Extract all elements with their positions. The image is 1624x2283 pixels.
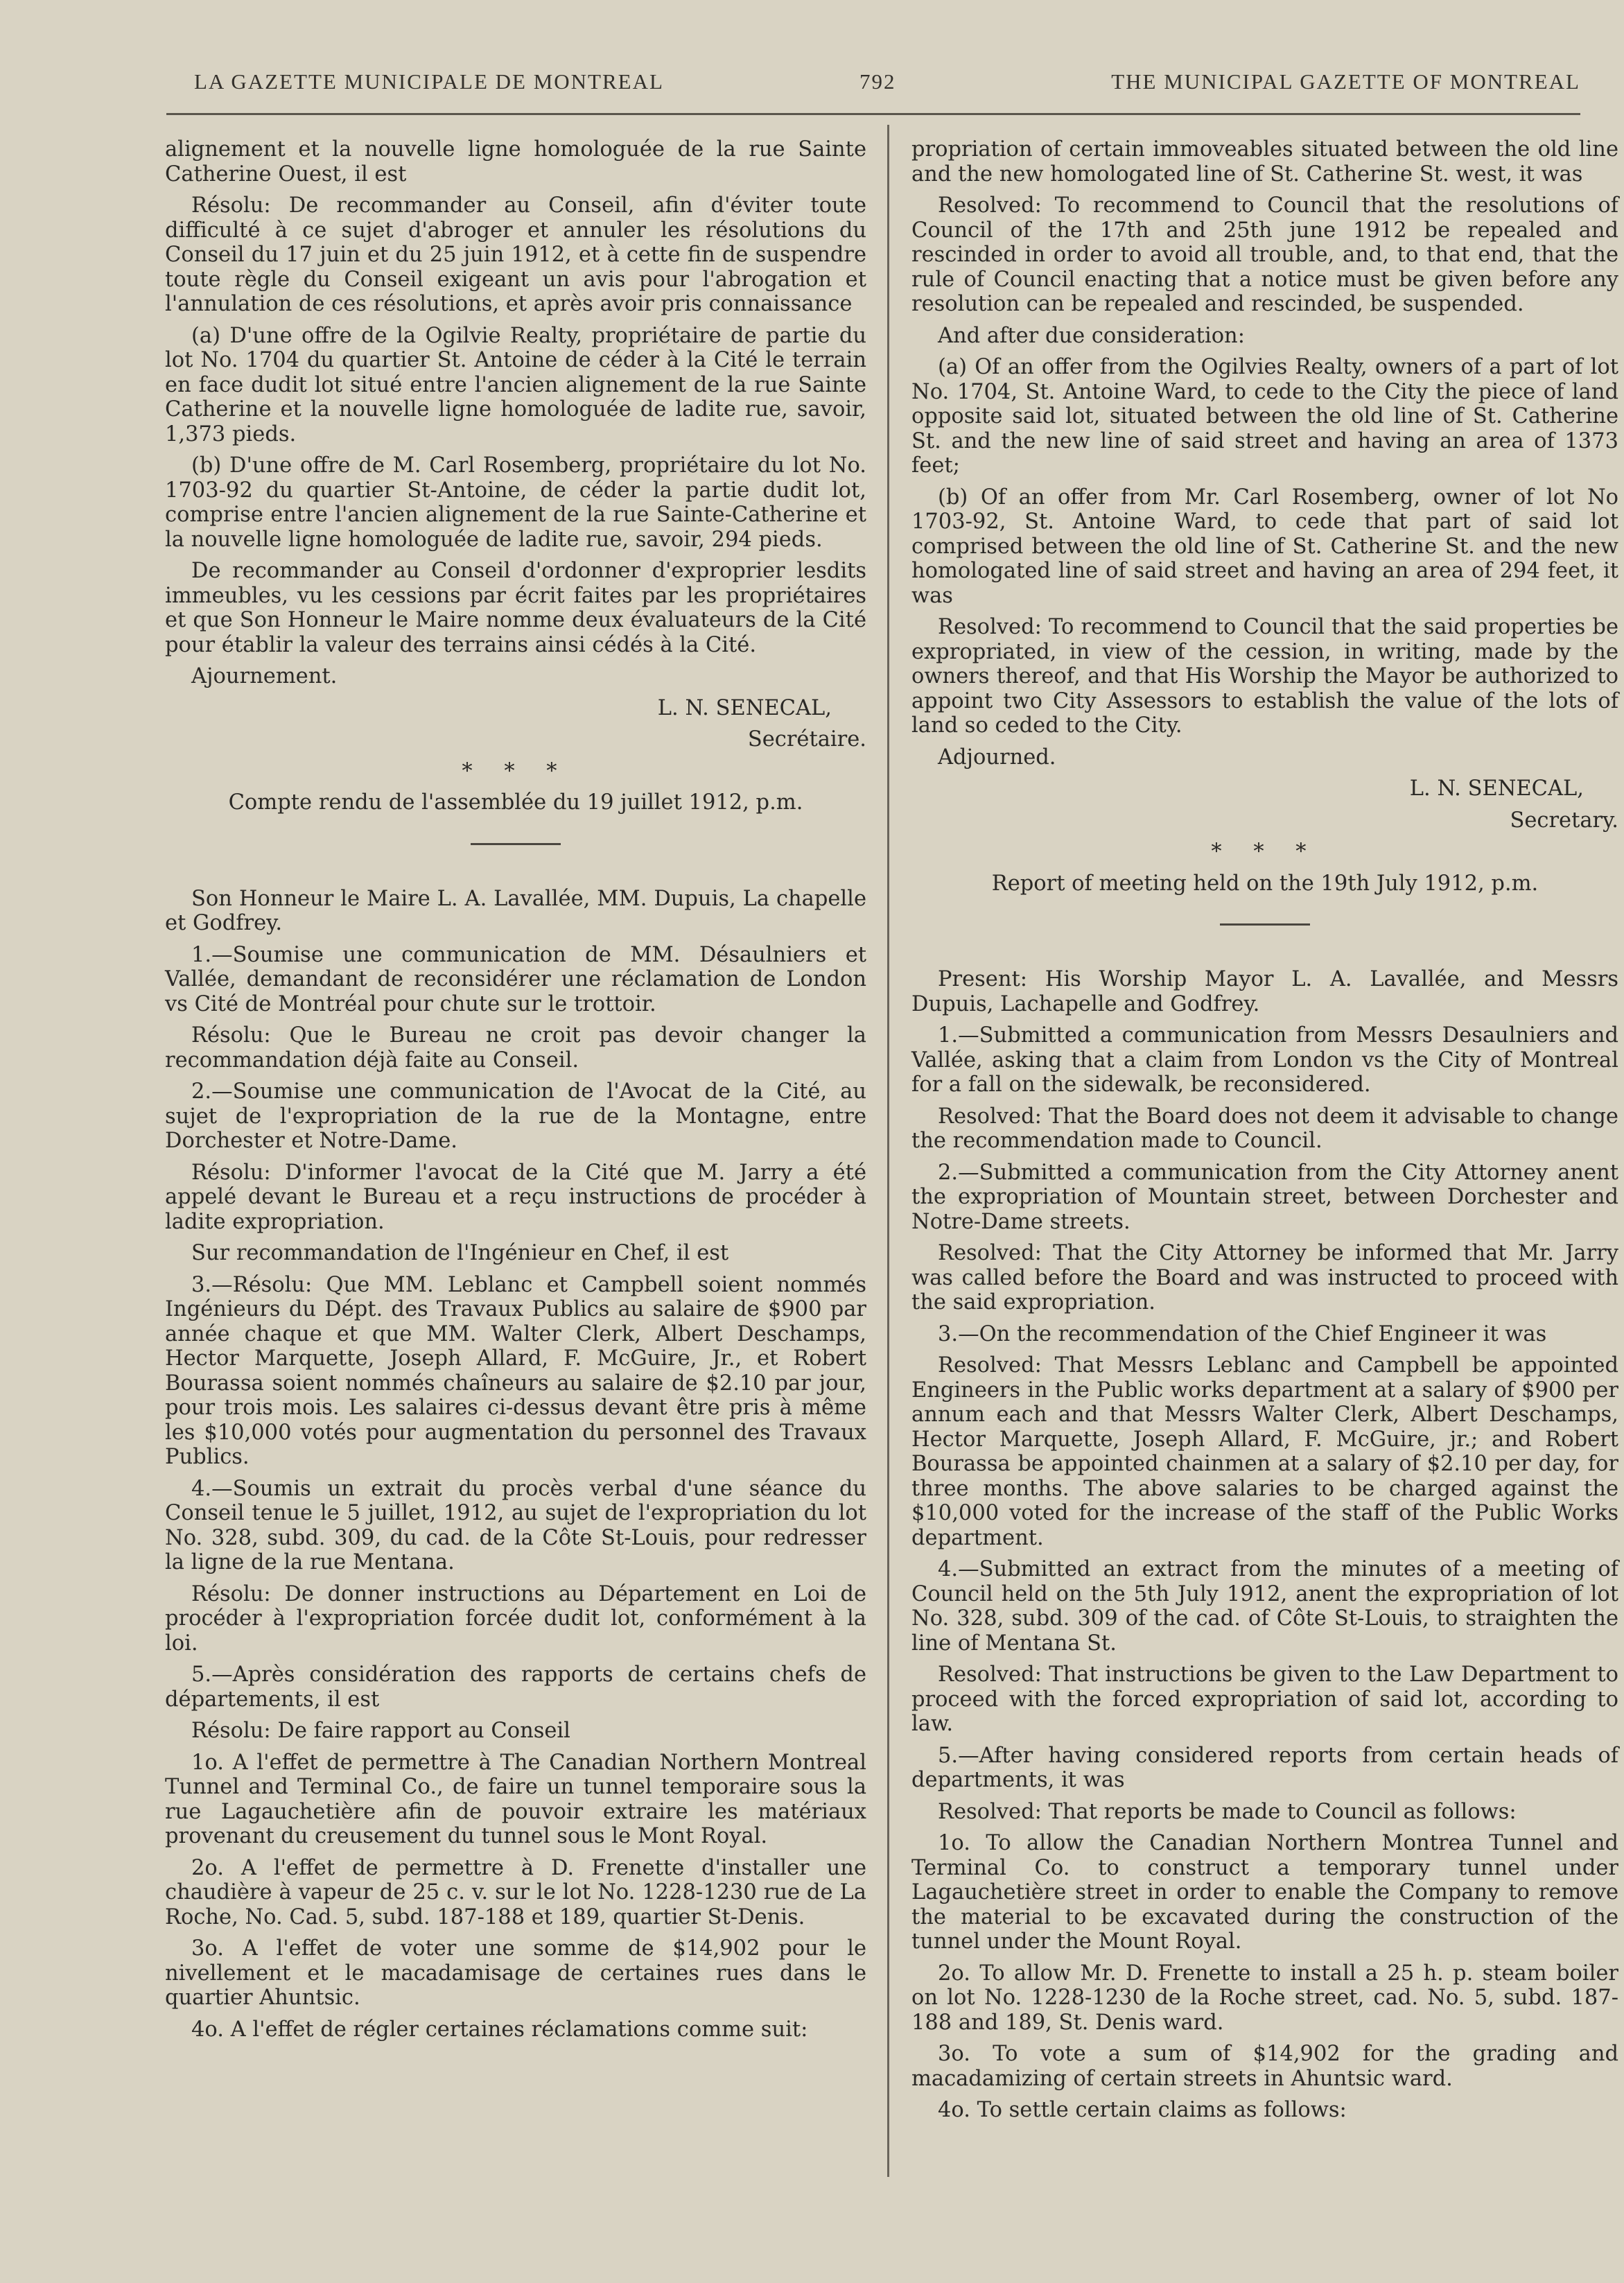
- paragraph: Resolved: That Messrs Leblanc and Campbell be appointed Engineers in the Public works department at a salary of $900 per annum each and that Messrs Walter Clerk, Albert Deschamps, Hector Marquette, Joseph Allard, F. McGuire, jr.; and Robert Bourassa be appointed chainmen at a salary of $2.10 per day, for three months. The above salaries to be charged against the $10,000 voted for the increase of the staff of the Public Works department.: [911, 1353, 1618, 1550]
- paragraph: Résolu: De recommander au Conseil, afin d'éviter toute difficulté à ce sujet d'abroger et annuler les résolutions du Conseil du 17 juin et du 25 juin 1912, et à cette fin de suspendre toute règle du Conseil exigeant un avis pour l'abrogation et l'annulation de ces résolutions, et après avoir pris connaissance: [165, 193, 866, 316]
- paragraph: 2o. A l'effet de permettre à D. Frenette d'installer une chaudière à vapeur de 25 c. v. sur le lot No. 1228-1230 rue de La Roche, No. Cad. 5, subd. 187-188 et 189, quartier St-Denis.: [165, 1855, 866, 1929]
- title-rule: [1220, 923, 1310, 926]
- running-head: [166, 69, 1580, 104]
- signature-name: L. N. SENECAL,: [657, 695, 832, 720]
- paragraph: Resolved: That reports be made to Council as follows:: [938, 1799, 1517, 1824]
- paragraph: 4.—Soumis un extrait du procès verbal d'une séance du Conseil tenue le 5 juillet, 1912, au sujet de l'expropriation du lot No. 328, subd. 309, du cad. de la Côte St-Louis, pour redresser la ligne de la rue Mentana.: [165, 1476, 866, 1574]
- section-separator: * * *: [462, 758, 570, 783]
- paragraph: 1.—Soumise une communication de MM. Désaulniers et Vallée, demandant de reconsidérer une réclamation de London vs Cité de Montréal pour chute sur le trottoir.: [165, 942, 866, 1016]
- paragraph: Present: His Worship Mayor L. A. Lavallée, and Messrs Dupuis, Lachapelle and Godfrey.: [911, 967, 1618, 1016]
- paragraph: 3.—Résolu: Que MM. Leblanc et Campbell soient nommés Ingénieurs du Dépt. des Travaux Publics au salaire de $900 par année chaque et que MM. Walter Clerk, Albert Deschamps, Hector Marquette, Joseph Allard, F. McGuire, Jr., et Robert Bourassa soient nommés chaîneurs au salaire de $2.10 par jour, pour trois mois. Les salaires ci-dessus devant être pris à même les $10,000 votés pour augmentation du personnel des Travaux Publics.: [165, 1272, 866, 1469]
- header-english-title: THE MUNICIPAL GAZETTE OF MONTREAL: [1111, 69, 1580, 94]
- adjournment: Adjourned.: [938, 745, 1056, 770]
- section-separator: * * *: [1211, 840, 1319, 864]
- header-rule: [166, 113, 1580, 115]
- paragraph: 2.—Submitted a communication from the City Attorney anent the expropriation of Mountain street, between Dorchester and Notre-Dame streets.: [911, 1160, 1618, 1234]
- adjournment: Ajournement.: [191, 664, 338, 688]
- header-french-title: LA GAZETTE MUNICIPALE DE MONTREAL: [194, 69, 664, 94]
- paragraph: De recommander au Conseil d'ordonner d'exproprier lesdits immeubles, vu les cessions par écrit faites par les propriétaires et que Son Honneur le Maire nomme deux évaluateurs de la Cité pour établir la valeur des terrains ainsi cédés à la Cité.: [165, 559, 866, 657]
- paragraph: Resolved: That the City Attorney be informed that Mr. Jarry was called before the Board and was instructed to proceed with the said expropriation.: [911, 1241, 1618, 1314]
- paragraph: 2o. To allow Mr. D. Frenette to install a 25 h. p. steam boiler on lot No. 1228-1230 de la Roche street, cad. No. 5, subd. 187-188 and 189, St. Denis ward.: [911, 1961, 1618, 2035]
- paragraph: 3o. To vote a sum of $14,902 for the grading and macadamizing of certain streets in Ahuntsic ward.: [911, 2042, 1618, 2091]
- paragraph: Son Honneur le Maire L. A. Lavallée, MM. Dupuis, La chapelle et Godfrey.: [165, 886, 866, 935]
- paragraph: Resolved: That instructions be given to the Law Department to proceed with the forced expropriation of said lot, according to law.: [911, 1663, 1618, 1736]
- english-column: [911, 137, 1618, 2130]
- paragraph: 4o. A l'effet de régler certaines réclamations comme suit:: [191, 2017, 808, 2042]
- paragraph: Résolu: De donner instructions au Département en Loi de procéder à l'expropriation forcée dudit lot, conformément à la loi.: [165, 1581, 866, 1656]
- paragraph: (b) D'une offre de M. Carl Rosemberg, propriétaire du lot No. 1703-92 du quartier St-Antoine, de céder la partie dudit lot, comprise entre l'ancien alignement de la rue Sainte-Catherine et la nouvelle ligne homologuée de ladite rue, savoir, 294 pieds.: [165, 453, 866, 552]
- paragraph: 1o. To allow the Canadian Northern Montrea Tunnel and Terminal Co. to construct a temporary tunnel under Lagauchetière street in order to enable the Company to remove the material to be excavated during the construction of the tunnel under the Mount Royal.: [911, 1831, 1618, 1954]
- paragraph: (b) Of an offer from Mr. Carl Rosemberg, owner of lot No 1703-92, St. Antoine Ward, to cede that part of said lot comprised between the old line of St. Catherine St. and the new homologated line of said street and having an area of 294 feet, it was: [911, 485, 1618, 608]
- paragraph: 4o. To settle certain claims as follows:: [938, 2098, 1347, 2122]
- paragraph: Sur recommandation de l'Ingénieur en Chef, il est: [191, 1241, 729, 1265]
- paragraph: Résolu: D'informer l'avocat de la Cité que M. Jarry a été appelé devant le Bureau et a reçu instructions de procéder à ladite expropriation.: [165, 1160, 866, 1234]
- meeting-title: Report of meeting held on the 19th July 1912, p.m.: [991, 871, 1539, 896]
- signature-title: Secretary.: [1510, 808, 1618, 833]
- paragraph: Résolu: Que le Bureau ne croit pas devoir changer la recommandation déjà faite au Conseil.: [165, 1023, 866, 1073]
- meeting-title: Compte rendu de l'assemblée du 19 juillet 1912, p.m.: [228, 790, 803, 815]
- column-divider: [887, 125, 889, 2177]
- paragraph: 5.—Après considération des rapports de certains chefs de départements, il est: [165, 1663, 866, 1712]
- paragraph: (a) Of an offer from the Ogilvies Realty, owners of a part of lot No. 1704, St. Antoine Ward, to cede to the City the piece of land opposite said lot, situated between the old line of St. Catherine St. and the new line of said street and having an area of 1373 feet;: [911, 355, 1618, 478]
- french-column: [165, 137, 866, 2049]
- paragraph: Resolved: To recommend to Council that the resolutions of Council of the 17th and 25th june 1912 be repealed and rescinded in order to avoid all trouble, and, to that end, that the rule of Council enacting that a notice must be given before any resolution can be repealed and rescinded, be suspended.: [911, 193, 1618, 316]
- paragraph: And after due consideration:: [938, 323, 1245, 348]
- paragraph: Resolved: To recommend to Council that the said properties be expropriated, in view of the cession, in writing, made by the owners thereof, and that His Worship the Mayor be authorized to appoint two City Assessors to establish the value of the lots of land so ceded to the City.: [911, 615, 1618, 738]
- paragraph: 4.—Submitted an extract from the minutes of a meeting of Council held on the 5th July 1912, anent the expropriation of lot No. 328, subd. 309 of the cad. of Côte St-Louis, to straighten the line of Mentana St.: [911, 1557, 1618, 1656]
- paragraph: 1o. A l'effet de permettre à The Canadian Northern Montreal Tunnel and Terminal Co., de faire un tunnel temporaire sous la rue Lagauchetière afin de pouvoir extraire les matériaux provenant du creusement du tunnel sous le Mont Royal.: [165, 1750, 866, 1848]
- paragraph: 5.—After having considered reports from certain heads of departments, it was: [911, 1743, 1618, 1792]
- signature-title: Secrétaire.: [747, 727, 866, 752]
- paragraph: propriation of certain immoveables situated between the old line and the new homologated line of St. Catherine St. west, it was: [911, 137, 1618, 186]
- title-rule: [471, 843, 561, 845]
- page-number: 792: [859, 69, 896, 94]
- paragraph: 3.—On the recommendation of the Chief Engineer it was: [938, 1321, 1547, 1346]
- signature-name: L. N. SENECAL,: [1409, 776, 1584, 801]
- paragraph: (a) D'une offre de la Ogilvie Realty, propriétaire de partie du lot No. 1704 du quartier St. Antoine de céder à la Cité le terrain en face dudit lot situé entre l'ancien alignement de la rue Sainte Catherine et la nouvelle ligne homologuée de ladite rue, savoir, 1,373 pieds.: [165, 323, 866, 446]
- paragraph: Résolu: De faire rapport au Conseil: [191, 1719, 570, 1743]
- paragraph: alignement et la nouvelle ligne homologuée de la rue Sainte Catherine Ouest, il est: [165, 137, 866, 186]
- paragraph: 1.—Submitted a communication from Messrs Desaulniers and Vallée, asking that a claim from London vs the City of Montreal for a fall on the sidewalk, be reconsidered.: [911, 1023, 1618, 1097]
- paragraph: 2.—Soumise une communication de l'Avocat de la Cité, au sujet de l'expropriation de la rue de la Montagne, entre Dorchester et Notre-Dame.: [165, 1079, 866, 1153]
- paragraph: 3o. A l'effet de voter une somme de $14,902 pour le nivellement et le macadamisage de certaines rues dans le quartier Ahuntsic.: [165, 1936, 866, 2010]
- paragraph: Resolved: That the Board does not deem it advisable to change the recommendation made to Council.: [911, 1104, 1618, 1153]
